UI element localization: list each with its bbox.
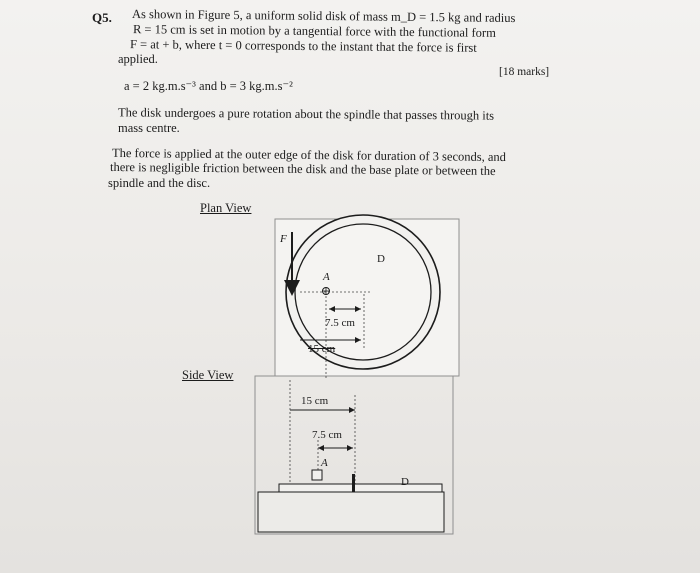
paragraph-3-line-1: The force is applied at the outer edge of the disk for duration of 3 seconds, and — [111, 145, 507, 165]
paragraph-2-line-1: The disk undergoes a pure rotation about the spindle that passes through its — [117, 105, 495, 123]
paragraph-3-line-2: there is negligible friction between the disk and the base plate or between the — [109, 159, 496, 179]
disk-label-side: D — [401, 476, 409, 488]
disk-side-profile — [279, 484, 442, 492]
paragraph-3-line-3: spindle and the disc. — [108, 176, 211, 190]
side-view-label: Side View — [182, 368, 234, 382]
base-plate — [258, 492, 444, 532]
disk-label-plan: D — [377, 253, 385, 265]
force-label: F — [280, 233, 287, 245]
constants-line: a = 2 kg.m.s⁻³ and b = 3 kg.m.s⁻² — [124, 79, 293, 93]
spindle — [352, 474, 355, 492]
plan-view-label: Plan View — [200, 201, 252, 215]
dim-plan-full: 15 cm — [308, 343, 336, 355]
point-a-label-side: A — [321, 457, 328, 469]
paragraph-2-line-2: mass centre. — [118, 121, 180, 135]
point-a-label-plan: A — [323, 271, 330, 283]
dim-side-full: 15 cm — [301, 395, 329, 407]
marks-label: [18 marks] — [499, 66, 550, 78]
question-line-1: As shown in Figure 5, a uniform solid disk of mass m_D = 1.5 kg and radius — [131, 6, 516, 26]
dim-plan-half: 7.5 cm — [325, 317, 355, 329]
point-a-side-marker — [312, 470, 322, 480]
question-line-3: F = at + b, where t = 0 corresponds to the instant that the force is first — [129, 37, 477, 55]
question-number: Q5. — [92, 10, 112, 25]
question-line-2: R = 15 cm is set in motion by a tangential force with the functional form — [132, 22, 496, 40]
dim-side-half: 7.5 cm — [312, 429, 342, 441]
question-line-4: applied. — [118, 52, 158, 66]
